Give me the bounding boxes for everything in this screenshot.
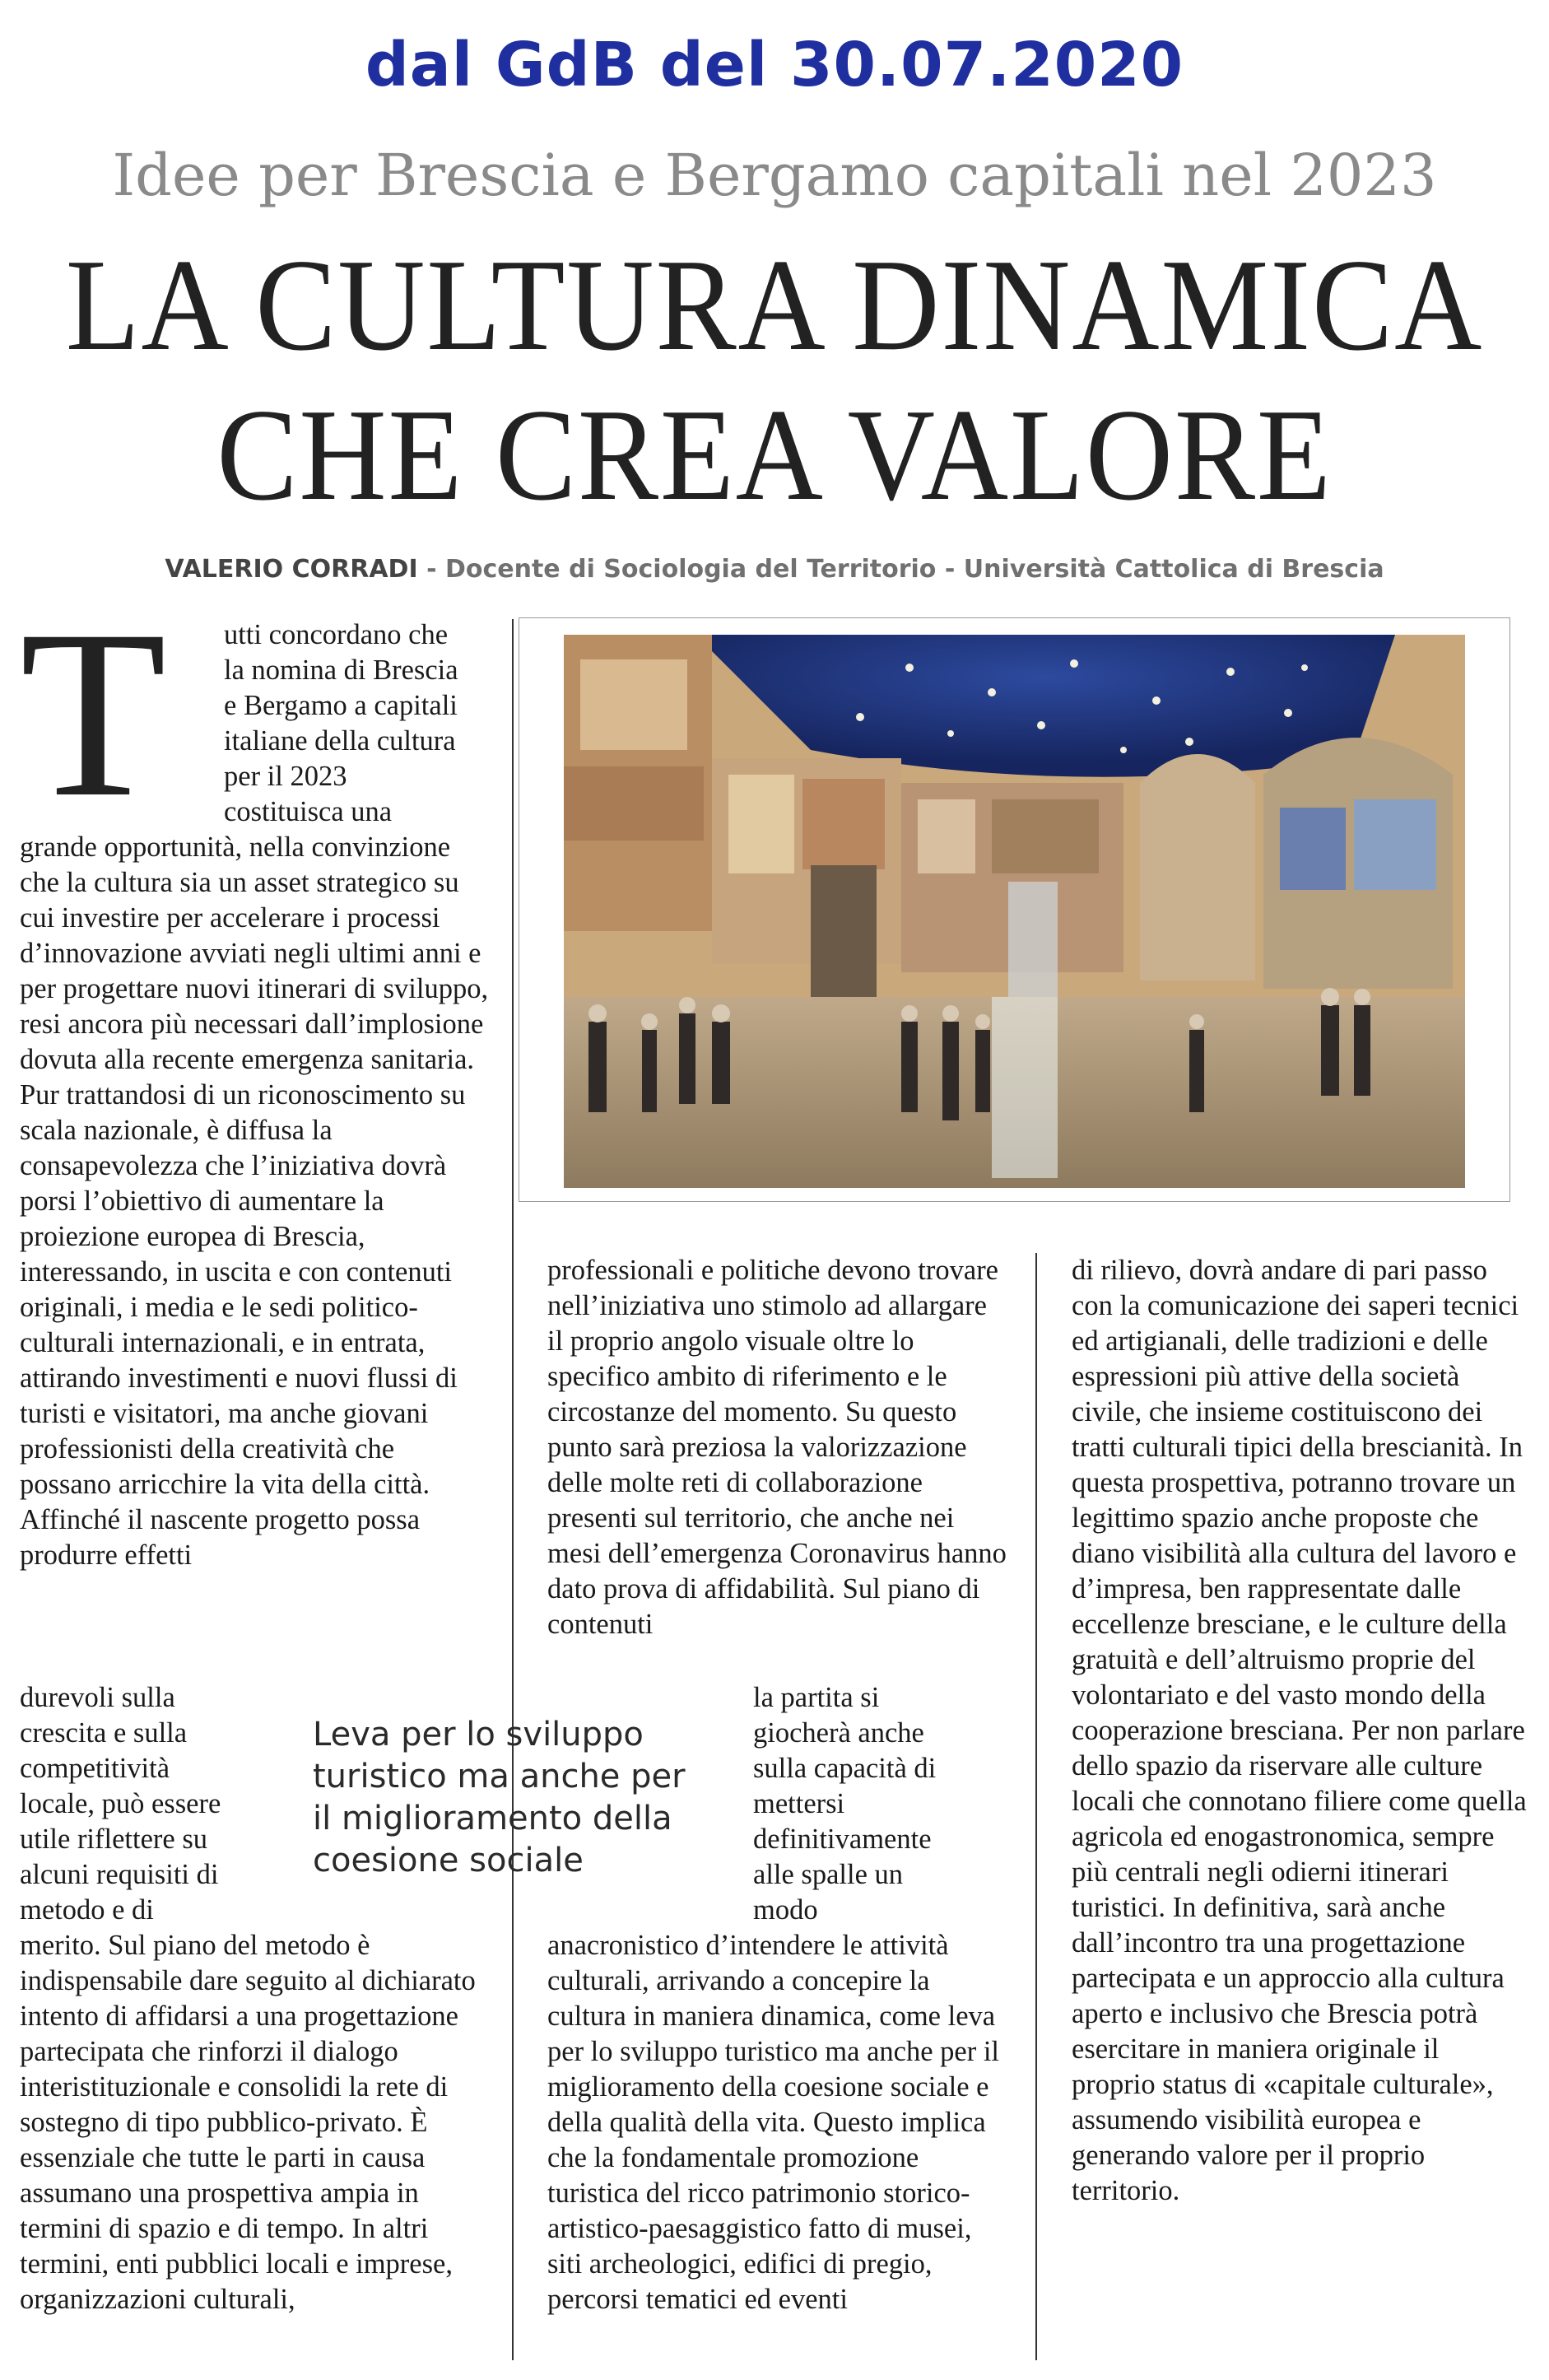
headline-line-2: CHE CREA VALORE (216, 381, 1333, 528)
col2-narrow-line: definitivamente (753, 1823, 932, 1855)
col1-bottom-text: merito. Sul piano del metodo è indispensabile dare seguito al dichiarato intento di affidarsi a una progettazione partecipata che rinforzi il dialogo interistituzionale e consolidi la rete di sostegno di tipo pubblico-privato. È essenziale che tutte le parti in causa assumano una prospettiva ampia in termini di spazio e di tempo. In altri termini, enti pubblici locali e imprese, organizzazioni culturali, (20, 1930, 476, 2315)
author-name: VALERIO CORRADI (165, 555, 418, 584)
col1-narrow-line: competitività (20, 1753, 170, 1784)
drop-cap: T (20, 581, 167, 847)
col2-narrow-line: alle spalle un (753, 1859, 904, 1890)
column-rule-2 (1035, 1253, 1037, 2360)
col1-narrow-line: alcuni requisiti di (20, 1859, 219, 1890)
col2-narrow-line: sulla capacità di (753, 1753, 937, 1784)
col2-narrow-line: giocherà anche (753, 1717, 924, 1749)
col1-top-line: e Bergamo a capitali (224, 690, 458, 721)
pull-quote: Leva per lo sviluppo turistico ma anche per il miglioramento della coesione sociale (313, 1716, 686, 1879)
col1-narrow-line: utile riflettere su (20, 1823, 207, 1855)
col2-narrow-lines (753, 1680, 1016, 1928)
chapel-fresco-photo (564, 635, 1465, 1188)
col1-narrow-line: crescita e sulla (20, 1717, 188, 1749)
col1-narrow-line: metodo e di (20, 1894, 154, 1926)
kicker: Idee per Brescia e Bergamo capitali nel 2023 (112, 142, 1437, 209)
author-role: - Docente di Sociologia del Territorio - Università Cattolica di Brescia (417, 555, 1384, 584)
col1-top-line: costituisca una (224, 796, 393, 827)
col1-top-lines (224, 617, 504, 830)
headline-line-1: LA CULTURA DINAMICA (65, 231, 1484, 378)
byline (0, 555, 1549, 584)
col1-narrow-line: durevoli sulla (20, 1682, 175, 1713)
source-line: dal GdB del 30.07.2020 (365, 30, 1184, 100)
col1-narrow-lines (20, 1680, 267, 1928)
col1-top-line: italiane della cultura (224, 725, 456, 757)
col1-top-line: la nomina di Brescia (224, 654, 458, 686)
col2-narrow-line: modo (753, 1894, 818, 1926)
col2-top-text: professionali e politiche devono trovare nell’iniziativa uno stimolo ad allargare il proprio angolo visuale oltre lo specifico ambito di riferimento e le circostanze del momento. Su questo punto sarà preziosa la valorizzazione delle molte reti di collaborazione presenti sul territorio, che anche nei mesi dell’emergenza Coronavirus hanno dato prova di affidabilità. Sul piano di contenuti (547, 1255, 1007, 1640)
col2-narrow-line: la partita si (753, 1682, 880, 1713)
col3-text: di rilievo, dovrà andare di pari passo con la comunicazione dei saperi tecnici ed artigianali, delle tradizioni e delle espressioni più attive della società civile, che insieme costituiscono dei tratti culturali tipici della brescianità. In questa prospettiva, potranno trovare un legittimo spazio anche proposte che diano visibilità alla cultura del lavoro e d’impresa, ben rappresentate dalle eccellenze bresciane, e le culture della gratuità e dell’altruismo proprie del volontariato e del vasto mondo della cooperazione bresciana. Per non parlare dello spazio da riservare alle culture locali che connotano filiere come quella agricola ed enogastronomica, sempre più centrali negli odierni itinerari turistici. In definitiva, sarà anche dall’incontro tra una progettazione partecipata e un approccio alla cultura aperto e inclusivo che Brescia potrà esercitare in maniera originale il proprio status di «capitale culturale», assumendo visibilità europea e generando valore per il proprio territorio. (1072, 1255, 1527, 2206)
col1-body-text: grande opportunità, nella convinzione che la cultura sia un asset strategico su cui investire per accelerare i processi d’innovazione avviati negli ultimi anni e per progettare nuovi itinerari di sviluppo, resi ancora più necessari dall’implosione dovuta alla recente emergenza sanitaria. Pur trattandosi di un riconoscimento su scala nazionale, è diffusa la consapevolezza che l’iniziativa dovrà porsi l’obiettivo di aumentare la proiezione europea di Brescia, interessando, in uscita e con contenuti originali, i media e le sedi politico-culturali internazionali, e in entrata, attirando investimenti e nuovi flussi di turisti e visitatori, ma anche giovani professionisti della creatività che possano arricchire la vita della città. Affinché il nascente progetto possa produrre effetti (20, 831, 489, 1571)
article-photo (519, 617, 1510, 1202)
col2-bottom-text: anacronistico d’intendere le attività culturali, arrivando a concepire la cultura in maniera dinamica, come leva per lo sviluppo turistico ma anche per il miglioramento della coesione sociale e della qualità della vita. Questo implica che la fondamentale promozione turistica del ricco patrimonio storico-artistico-paesaggistico fatto di musei, siti archeologici, edifici di pregio, percorsi tematici ed eventi (547, 1930, 999, 2315)
col1-top-line: utti concordano che (224, 619, 449, 650)
column-rule-1 (512, 619, 514, 2360)
col1-top-line: per il 2023 (224, 761, 347, 792)
col1-narrow-line: locale, può essere (20, 1788, 221, 1819)
col2-narrow-line: mettersi (753, 1788, 845, 1819)
